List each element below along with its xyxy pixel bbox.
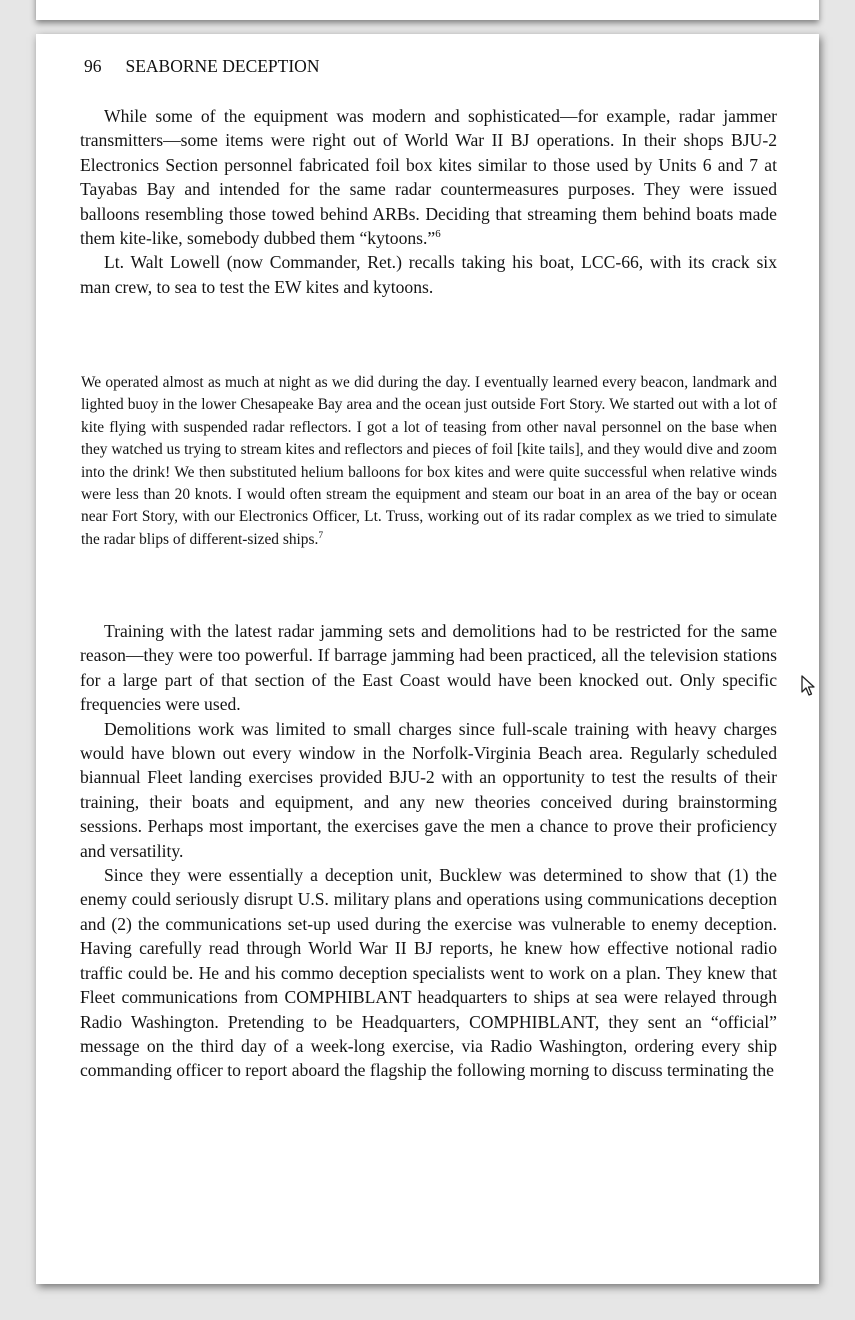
footnote-ref: 6 xyxy=(435,228,441,241)
paragraph-text: Lt. Walt Lowell (now Commander, Ret.) recalls taking his boat, LCC-66, with its crack six man crew, to sea to test the EW kites and kytoons. xyxy=(80,252,777,297)
running-title: SEABORNE DECEPTION xyxy=(125,56,320,76)
body-text-before-extract xyxy=(80,104,777,299)
body-text-after-extract xyxy=(80,619,777,1083)
page-number: 96 xyxy=(84,56,102,76)
block-quote xyxy=(81,372,777,551)
mouse-pointer-icon xyxy=(801,675,817,697)
paragraph-text: Training with the latest radar jamming sets and demolitions had to be restricted for the same reason—they were too powerful. If barrage jamming had been practiced, all the television stations for a large part of that section of the East Coast would have been knocked out. Only specific frequencies were used. xyxy=(80,621,777,715)
paragraph-text: While some of the equipment was modern and sophisticated—for example, radar jammer transmitters—some items were right out of World War II BJ operations. In their shops BJU-2 Electronics Section personnel fabricated foil box kites similar to those used by Units 6 and 7 at Tayabas Bay and intended for the same radar countermeasures purposes. They were issued balloons resembling those towed behind ARBs. Deciding that streaming them behind boats made them kite-like, somebody dubbed them “kytoons.” xyxy=(80,106,777,249)
paragraph-text: Since they were essentially a deception unit, Bucklew was determined to show that (1) the enemy could seriously disrupt U.S. military plans and operations using communications deception and (2) the communications set-up used during the exercise was vulnerable to enemy deception. Having carefully read through World War II BJ reports, he knew how effective notional radio traffic could be. He and his commo deception specialists went to work on a plan. They knew that Fleet communications from COMPHIBLANT headquarters to ships at sea were relayed through Radio Washington. Pretending to be Headquarters, COMPHIBLANT, they sent an “official” message on the third day of a week-long exercise, via Radio Washington, ordering every ship commanding officer to report aboard the flagship the following morning to discuss terminating the xyxy=(80,865,777,1081)
paragraph xyxy=(80,619,777,717)
paragraph xyxy=(80,717,777,863)
paragraph xyxy=(80,104,777,250)
paragraph-text: Demolitions work was limited to small charges since full-scale training with heavy charges would have blown out every window in the Norfolk-Virginia Beach area. Regularly scheduled biannual Fleet landing exercises provided BJU-2 with an opportunity to test the results of their training, their boats and equipment, and any new theories conceived during brainstorming sessions. Perhaps most important, the exercises gave the men a chance to prove their proficiency and versatility. xyxy=(80,718,777,861)
footnote-ref: 7 xyxy=(318,529,324,541)
paragraph xyxy=(80,863,777,1083)
running-head xyxy=(84,56,319,77)
previous-page-edge xyxy=(36,0,819,20)
quote-text: We operated almost as much at night as we did during the day. I eventually learned every beacon, landmark and lighted buoy in the lower Chesapeake Bay area and the ocean just outside Fort Story. We started out with a lot of kite flying with suspended radar reflectors. I got a lot of teasing from other naval personnel on the base when they watched us trying to stream kites and reflectors and pieces of foil [kite tails], and they would dive and zoom into the drink! We then substituted helium balloons for box kites and were quite successful when relative winds were less than 20 knots. I would often stream the equipment and steam our boat in an area of the bay or ocean near Fort Story, with our Electronics Officer, Lt. Truss, working out of its radar complex as we tried to simulate the radar blips of different-sized ships. xyxy=(81,374,777,548)
book-page[interactable] xyxy=(36,34,819,1284)
quote-paragraph xyxy=(81,372,777,551)
paragraph xyxy=(80,250,777,299)
